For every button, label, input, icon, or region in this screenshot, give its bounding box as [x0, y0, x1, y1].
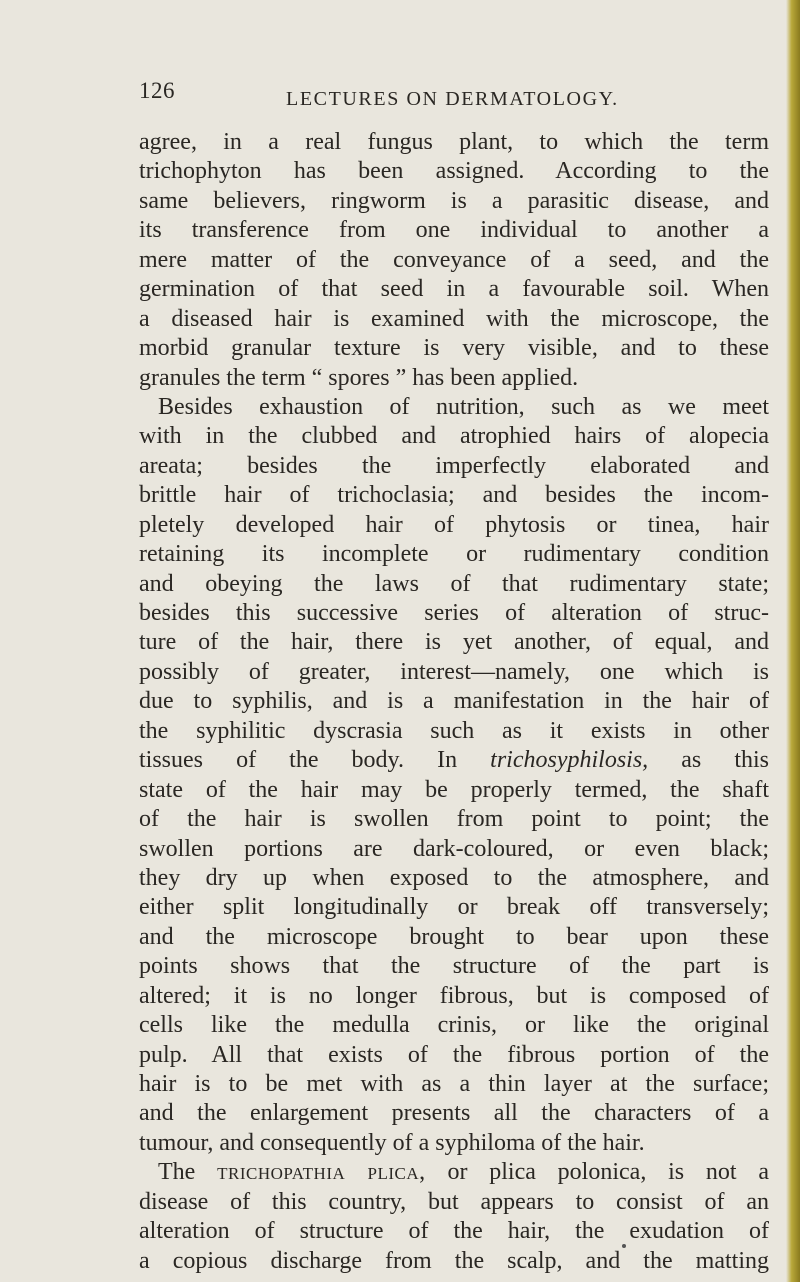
- running-head: [0, 78, 800, 114]
- text-line: and the microscope brought to bear upon these: [139, 923, 769, 950]
- text-line: ture of the hair, there is yet another, of equal, and: [139, 629, 769, 656]
- text-line: [139, 1158, 769, 1187]
- text-line: trichophyton has been assigned. According to the: [139, 158, 769, 185]
- text-line: Besides exhaustion of nutrition, such as we meet: [158, 393, 769, 420]
- text-line: and the enlargement presents all the characters of a: [139, 1100, 769, 1127]
- text-line: a diseased hair is examined with the microscope, the: [139, 305, 769, 332]
- text-segment: The: [158, 1159, 218, 1186]
- text-line: and obeying the laws of that rudimentary state;: [139, 570, 769, 597]
- text-line: state of the hair may be properly termed, the shaft: [139, 776, 769, 803]
- text-line: possibly of greater, interest—namely, one which is: [139, 658, 769, 685]
- page-number: 126: [139, 78, 175, 103]
- italic-term: trichosyphilosis,: [490, 747, 649, 774]
- text-line: hair is to be met with as a thin layer at the surface;: [139, 1071, 769, 1097]
- text-line: germination of that seed in a favourable soil. When: [139, 276, 769, 303]
- text-line: points shows that the structure of the part is: [139, 953, 769, 980]
- text-line: disease of this country, but appears to consist of an: [139, 1188, 769, 1215]
- text-line: same believers, ringworm is a parasitic disease, and: [139, 187, 769, 214]
- text-line: mere matter of the conveyance of a seed, and the: [139, 246, 769, 273]
- page-edge: [786, 0, 800, 1282]
- text-segment: or plica polonica, is not a: [425, 1159, 770, 1186]
- smallcaps-term: trichopathia plica,: [217, 1159, 426, 1186]
- text-line: the syphilitic dyscrasia such as it exists in other: [139, 717, 769, 744]
- text-line: cells like the medulla crinis, or like the original: [139, 1012, 769, 1039]
- text-line: tumour, and consequently of a syphiloma of the hair.: [139, 1129, 645, 1156]
- text-line: pletely developed hair of phytosis or tinea, hair: [139, 511, 769, 538]
- text-line: alteration of structure of the hair, the exudation of: [139, 1218, 769, 1245]
- text-line: areata; besides the imperfectly elaborated and: [139, 452, 769, 479]
- text-line: due to syphilis, and is a manifestation in the hair of: [139, 688, 769, 715]
- text-line: brittle hair of trichoclasia; and besides the incom-: [139, 482, 769, 509]
- text-line: pulp. All that exists of the fibrous portion of the: [139, 1041, 769, 1068]
- text-line: besides this successive series of alteration of struc-: [139, 600, 769, 626]
- text-segment: as this: [648, 747, 769, 774]
- text-line: they dry up when exposed to the atmosphere, and: [139, 864, 769, 891]
- text-line: swollen portions are dark-coloured, or even black;: [139, 835, 769, 862]
- text-line: its transference from one individual to another a: [139, 217, 769, 244]
- text-line: either split longitudinally or break off transversely;: [139, 894, 769, 921]
- text-line: granules the term “ spores ” has been applied.: [139, 364, 579, 391]
- text-line: altered; it is no longer fibrous, but is composed of: [139, 982, 769, 1009]
- header-title: LECTURES ON DERMATOLOGY.: [286, 88, 619, 110]
- ink-dot: [622, 1244, 626, 1248]
- text-line: of the hair is swollen from point to point; the: [139, 806, 769, 833]
- text-line: retaining its incomplete or rudimentary condition: [139, 541, 769, 568]
- text-segment: tissues of the body. In: [139, 747, 491, 774]
- text-line: morbid granular texture is very visible, and to these: [139, 335, 769, 362]
- text-line: a copious discharge from the scalp, and the matting: [139, 1247, 769, 1274]
- text-line: agree, in a real fungus plant, to which the term: [139, 129, 769, 155]
- body-text: [139, 128, 769, 1276]
- text-line: [139, 746, 769, 775]
- text-line: with in the clubbed and atrophied hairs of alopecia: [139, 423, 769, 450]
